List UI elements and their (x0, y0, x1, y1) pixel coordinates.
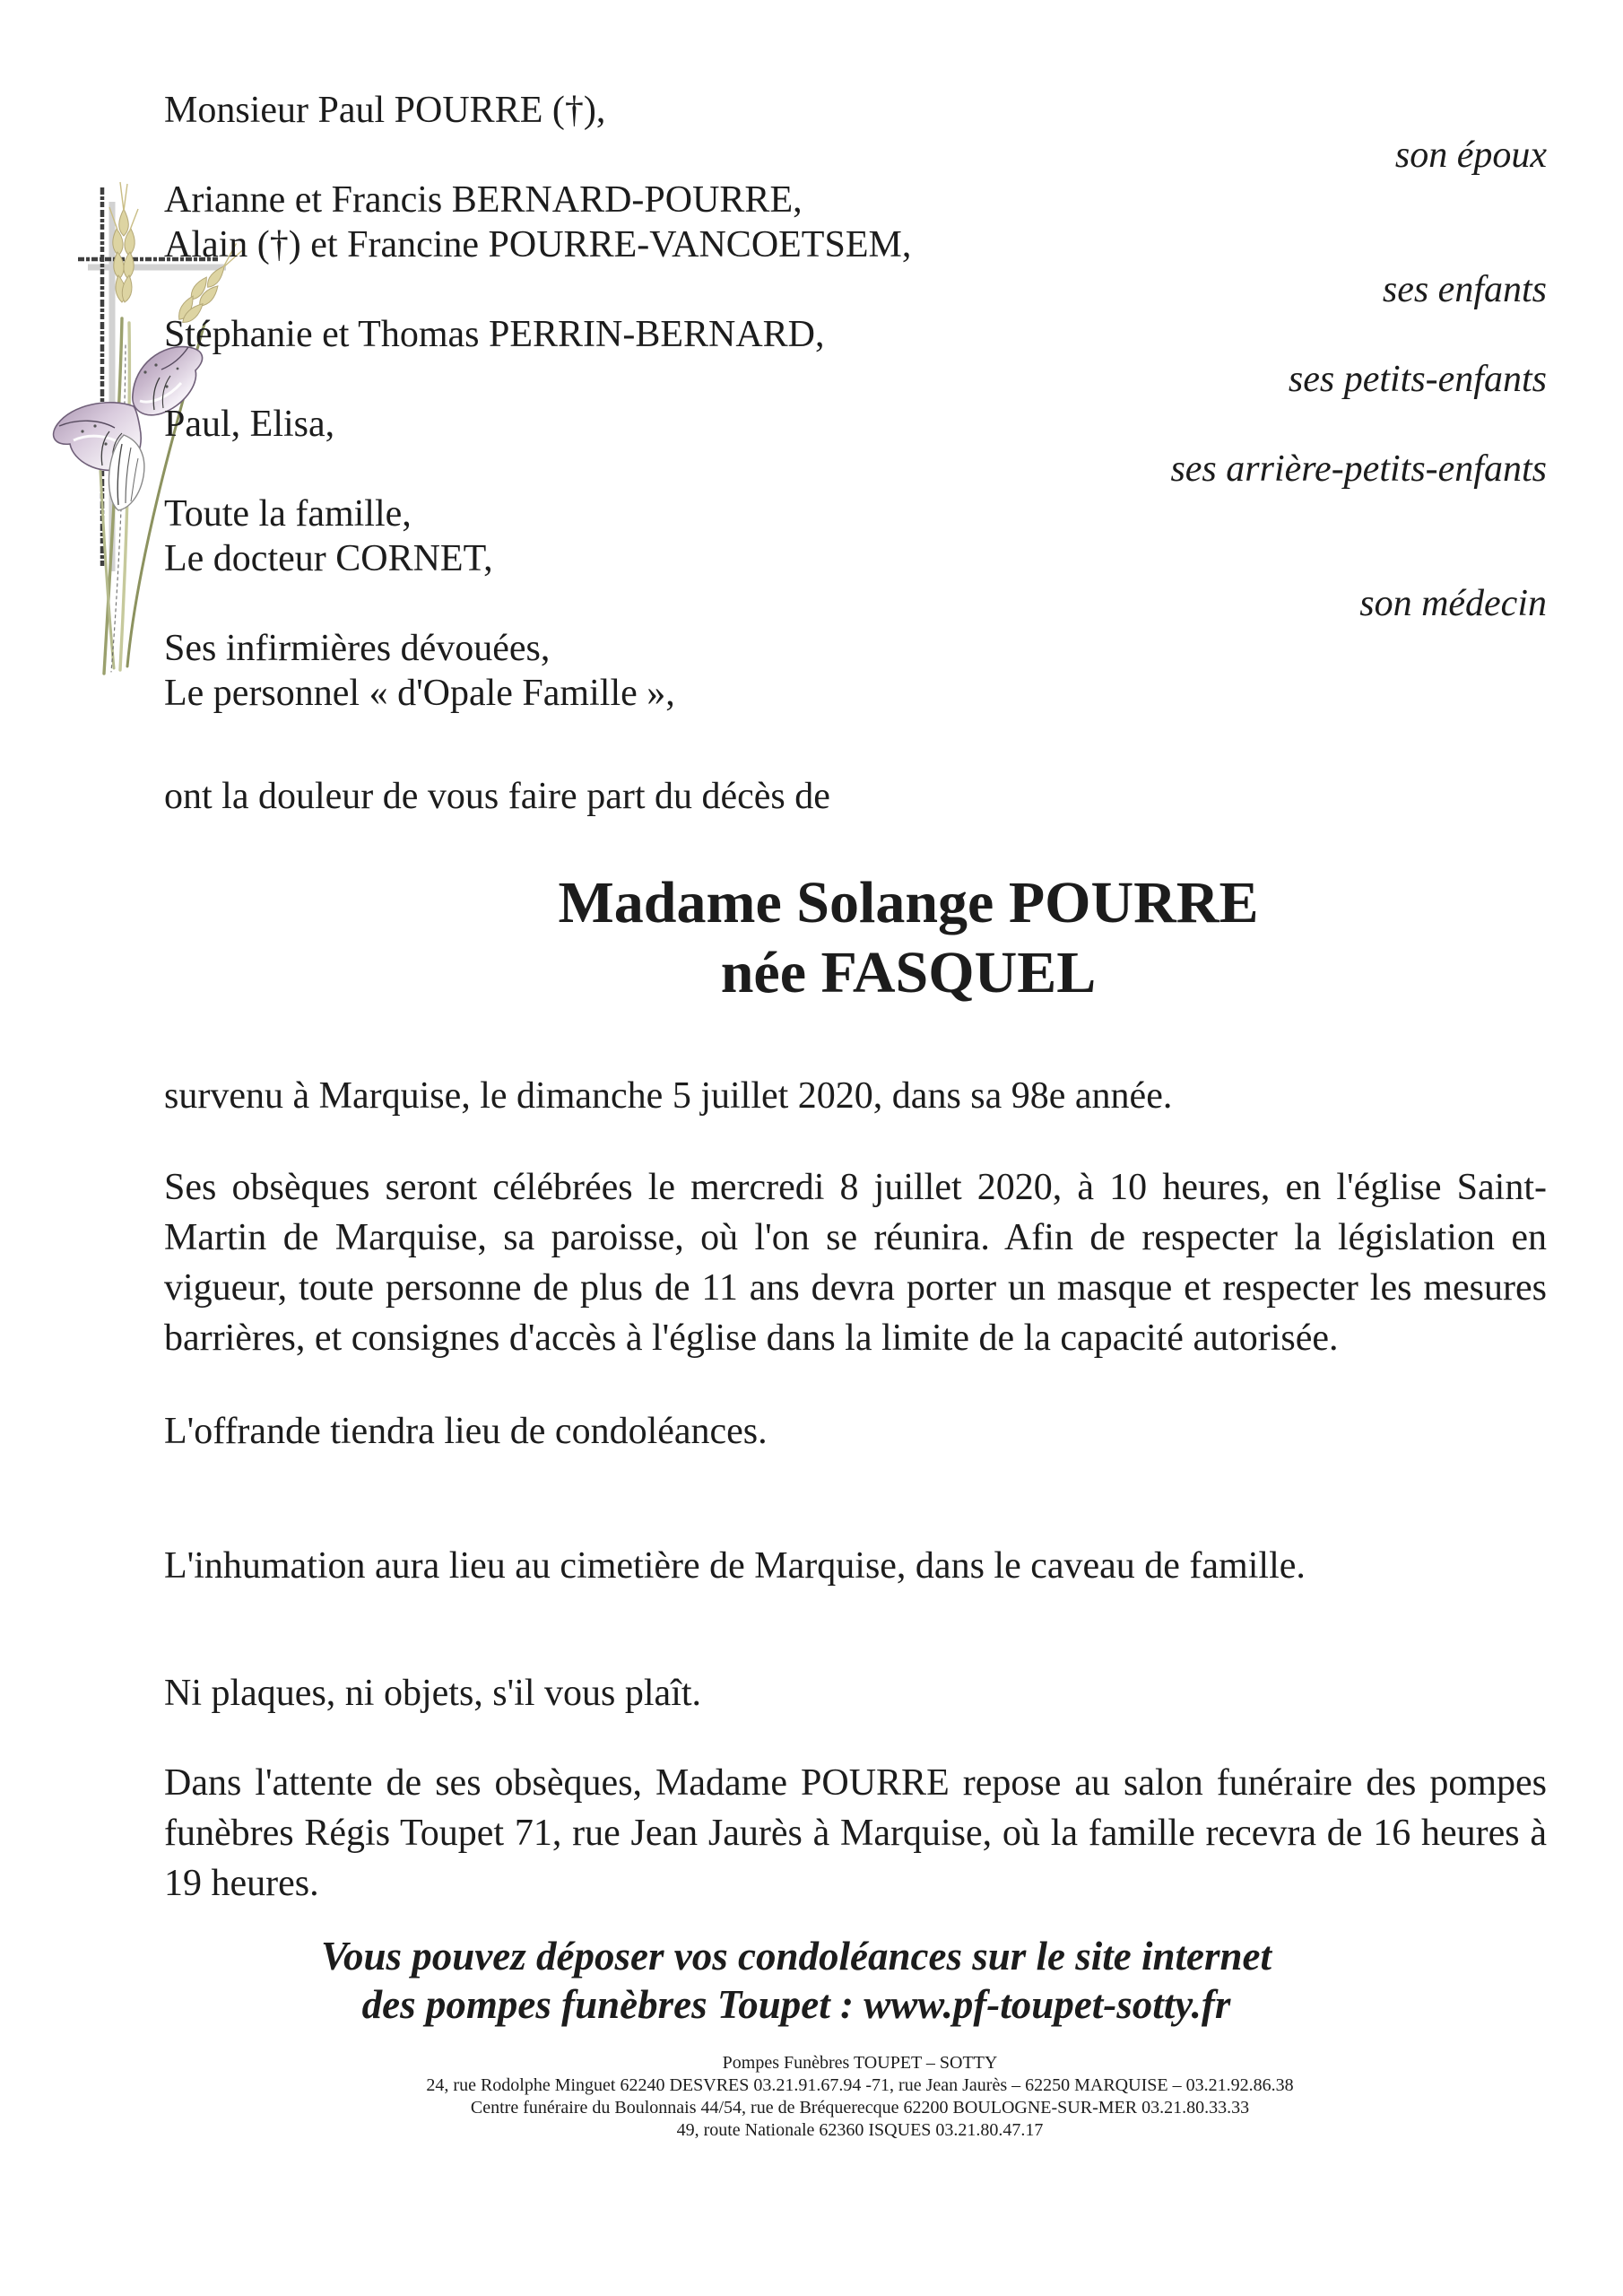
deceased-name: Madame Solange POURRE (558, 870, 1259, 935)
family-name-line: Le docteur CORNET, (164, 538, 493, 579)
footer-line: Centre funéraire du Boulonnais 44/54, rue de Bréquerecque 62200 BOULOGNE-SUR-MER 03.21.80.33.33 (470, 2098, 1250, 2118)
family-name-line: Stéphanie et Thomas PERRIN-BERNARD, (164, 314, 825, 355)
condolence-note-line2: des pompes funèbres Toupet : www.pf-toupet-sotty.fr (361, 1982, 1231, 2027)
condolence-website-note (164, 1932, 1547, 2029)
death-notice-line: survenu à Marquise, le dimanche 5 juillet 2020, dans sa 98e année. (164, 1075, 1173, 1117)
family-block (164, 88, 1547, 716)
offering-line: L'offrande tiendra lieu de condoléances. (164, 1411, 768, 1452)
family-name-line: Monsieur Paul POURRE (†), (164, 90, 606, 131)
family-name-line: Le personnel « d'Opale Famille », (164, 673, 675, 714)
family-name-line: Toute la famille, (164, 493, 412, 535)
deceased-name-block (164, 868, 1547, 1008)
announcement-line: ont la douleur de vous faire part du décès de (164, 776, 830, 817)
relation-label: ses enfants (1382, 269, 1547, 310)
footer-line: 24, rue Rodolphe Minguet 62240 DESVRES 03.21.91.67.94 -71, rue Jean Jaurès – 62250 MARQUISE – 03.21.92.86.38 (426, 2075, 1294, 2095)
funeral-home-footer (164, 2052, 1547, 2142)
announcement-body (164, 88, 1547, 2142)
family-name-line: Alain (†) et Francine POURRE-VANCOETSEM, (164, 224, 912, 265)
deceased-maiden-name: née FASQUEL (720, 940, 1097, 1005)
relation-label: ses petits-enfants (1288, 359, 1547, 400)
repose-paragraph: Dans l'attente de ses obsèques, Madame POURRE repose au salon funéraire des pompes funèbres Régis Toupet 71, rue Jean Jaurès à Marquise, où la famille recevra de 16 heures à 19 heures. (164, 1762, 1547, 1904)
burial-line: L'inhumation aura lieu au cimetière de Marquise, dans le caveau de famille. (164, 1545, 1306, 1587)
relation-label: son époux (1394, 135, 1547, 176)
footer-line: 49, route Nationale 62360 ISQUES 03.21.80.47.17 (676, 2120, 1044, 2140)
ceremony-paragraph: Ses obsèques seront célébrées le mercredi 8 juillet 2020, à 10 heures, en l'église Saint-Martin de Marquise, sa paroisse, où l'on se réunira. Afin de respecter la législation en vigueur, toute personne de plus de 11 ans devra porter un masque et respecter les mesures barrières, et consignes d'accès à l'église dans la limite de la capacité autorisée. (164, 1167, 1547, 1359)
condolence-note-line1: Vous pouvez déposer vos condoléances sur le site internet (320, 1934, 1271, 1979)
relation-label: son médecin (1359, 583, 1547, 624)
footer-line: Pompes Funèbres TOUPET – SOTTY (722, 2053, 998, 2073)
plaques-line: Ni plaques, ni objets, s'il vous plaît. (164, 1673, 702, 1714)
family-name-line: Ses infirmières dévouées, (164, 628, 551, 669)
family-name-line: Arianne et Francis BERNARD-POURRE, (164, 179, 803, 221)
relation-label: ses arrière-petits-enfants (1170, 448, 1547, 490)
family-name-line: Paul, Elisa, (164, 404, 335, 445)
